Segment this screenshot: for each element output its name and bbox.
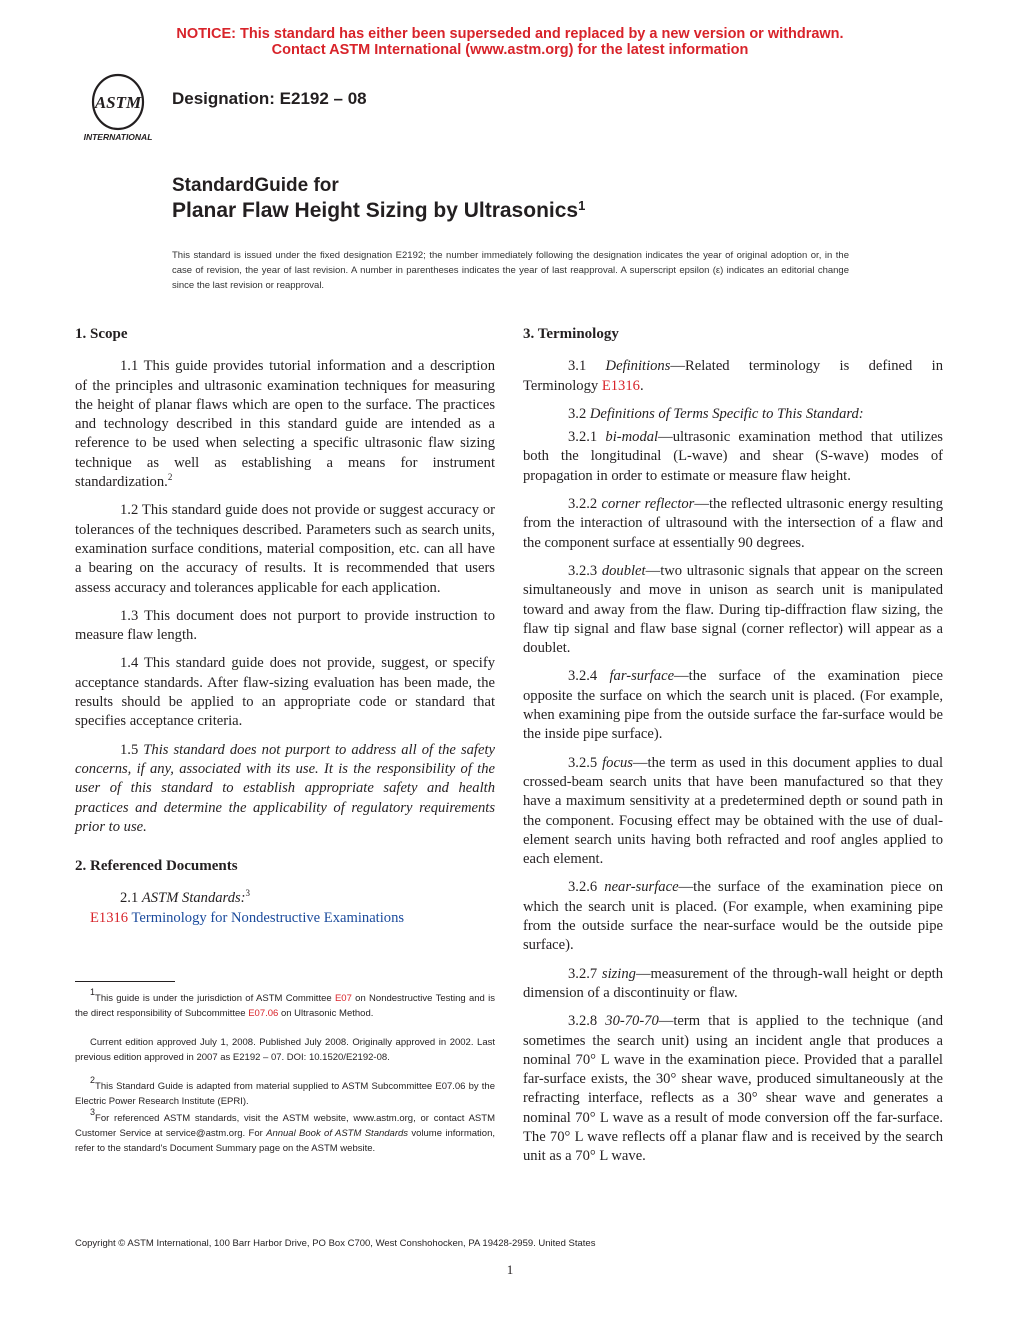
supersede-notice xyxy=(0,26,1020,58)
issue-note: This standard is issued under the fixed designation E2192; the number immediately following the designation indicates the year of original adoption or, in the case of revision, the year of last revision. A number in parentheses indicates the year of last reapproval. A superscript epsilon (ε) indicates an editorial change since the last revision or reapproval. xyxy=(172,250,849,291)
paragraph-1-5: 1.5 This standard does not purport to address all of the safety concerns, if any, associated with its use. It is the responsibility of the user of this standard to establish appropriate safety and health practices and determine the applicability of regulatory requirements prior to use. xyxy=(75,741,495,835)
title-line-1: StandardGuide for xyxy=(172,175,339,196)
left-column xyxy=(75,325,495,928)
page-number: 1 xyxy=(506,1262,514,1277)
footnote-3: $^3$For referenced ASTM standards, visit the ASTM website, www.astm.org, or contact ASTM Customer Service at service@astm.org. For Annual Book of ASTM Standards volume information, refer to the standard's Document Summary page on the ASTM website. xyxy=(75,1107,495,1154)
copyright: Copyright © ASTM International, 100 Barr Harbor Drive, PO Box C700, West Conshohocken, PA 19428-2959. United States xyxy=(75,1238,596,1249)
e1316-link[interactable]: E1316 xyxy=(601,377,640,394)
footnote-rule xyxy=(75,981,175,982)
logo-subtext: INTERNATIONAL xyxy=(83,132,153,142)
ref-title-link[interactable]: Terminology for Nondestructive Examinations xyxy=(131,909,405,926)
e07-06-link[interactable]: E07.06 xyxy=(248,1008,279,1019)
footnote-ref-2: 2 xyxy=(167,472,173,483)
paragraph-1-4: 1.4 This standard guide does not provide, suggest, or specify acceptance standards. After flaw-sizing evaluation has been made, the results should be applied to an appropriate code or standard that specifies acceptance criteria. xyxy=(75,655,495,730)
footnote-ref-3: 3 xyxy=(245,888,251,899)
scope-heading: 1. Scope xyxy=(75,326,128,342)
footnote-1: $^1$This guide is under the jurisdiction of ASTM Committee E07 on Nondestructive Testing and is the direct responsibility of Subcommittee E07.06 on Ultrasonic Method. xyxy=(75,987,495,1019)
paragraph-1-2: 1.2 This standard guide does not provide or suggest accuracy or tolerances of the techniques described. Parameters such as search units, examination surface conditions, material composition, etc. can all have a bearing on the accuracy of results. It is recommended that users assess accuracy and tolerances applicable for each application. xyxy=(75,502,495,596)
paragraph-1-1: 1.1 This guide provides tutorial information and a description of the principles and ultrasonic examination techniques for measuring the height of planar flaws which are open to the surface. The practices and technology described in this standard guide are intended as a reference to be used when selecting a specific ultrasonic flaw sizing technique as well as establishing a means for instrument standardization.$^2$ xyxy=(75,358,495,491)
paragraph-1-3: 1.3 This document does not purport to provide instruction to measure flaw length. xyxy=(75,607,495,644)
footnote-2: $^2$This Standard Guide is adapted from material supplied to ASTM Subcommittee E07.06 by the Electric Power Research Institute (EPRI). xyxy=(75,1075,495,1107)
referenced-standard[interactable] xyxy=(75,909,495,928)
definition: 3.2.3 doublet—two ultrasonic signals that appear on the screen simultaneously and move in unison as search unit is manipulated toward and away from the flaw. During tip-diffraction flaw sizing, the flaw tip signal and flaw base signal (corner reflector) will appear as a doublet. xyxy=(523,562,943,657)
definition: 3.2.5 focus—the term as used in this document applies to dual crossed-beam search units that have been manufactured so that they have a maximum sensitivity at a predetermined depth or sound path in the component. Focusing effect may be obtained with the use of dual-element search units having both refracted and roof angles applied to each element. xyxy=(523,754,943,868)
definition: 3.2.4 far-surface—the surface of the examination piece opposite the surface on which the search unit is placed. (For example, when examining pipe from the outside surface the far-surface would be the inside pipe surface). xyxy=(523,668,943,743)
paragraph-3-1: 3.1 Definitions—Related terminology is defined in Terminology E1316. xyxy=(523,358,943,394)
definition: 3.2.1 bi-modal—ultrasonic examination method that utilizes both the longitudinal (L-wave) and shear (S-wave) modes of propagation in order to estimate or measure flaw height. xyxy=(523,429,943,484)
title-line-2 xyxy=(172,199,585,223)
footnote-1-edition: Current edition approved July 1, 2008. Published July 2008. Originally approved in 2002. Last previous edition approved in 2007 as E2192 – 07. DOI: 10.1520/E2192-08. xyxy=(75,1037,495,1063)
definition: 3.2.6 near-surface—the surface of the examination piece on which the search unit is placed. (For example, when examining pipe from the outside surface the near-surface would be the outside pipe surface). xyxy=(523,879,943,954)
ref-code-link[interactable]: E1316 xyxy=(90,909,129,926)
title-footnote-mark: 1 xyxy=(578,198,586,213)
e07-link[interactable]: E07 xyxy=(334,993,352,1004)
logo-text: ASTM xyxy=(94,93,142,112)
right-column xyxy=(523,325,943,1176)
designation: Designation: E2192 – 08 xyxy=(172,89,367,108)
notice-line-2: Contact ASTM International (www.astm.org) for the latest information xyxy=(271,42,749,58)
definition: 3.2.8 30-70-70—term that is applied to the technique (and sometimes the search unit) using an incident angle that produces a nominal 70° L wave in the examination piece. Provided that a parallel far-surface exists, the 30° shear wave, produced simultaneously at the refracting interface, reflects as a 30° shear wave and generates a nominal 70° L wave as a result of mode conversion off the far-surface. The 70° L wave reflects off a planar flaw and is received by the search unit as a 70° L wave. xyxy=(523,1013,943,1165)
title-text: Planar Flaw Height Sizing by Ultrasonics xyxy=(172,199,579,222)
paragraph-2-1: 2.1 ASTM Standards:$^3$ xyxy=(120,888,251,907)
astm-logo xyxy=(74,72,162,144)
paragraph-3-2: 3.2 Definitions of Terms Specific to This Standard: xyxy=(568,405,864,422)
refdocs-heading: 2. Referenced Documents xyxy=(75,858,238,875)
terminology-heading: 3. Terminology xyxy=(523,326,619,342)
definition: 3.2.7 sizing—measurement of the through-wall height or depth dimension of a discontinuity or flaw. xyxy=(523,965,943,1001)
notice-line-1: NOTICE: This standard has either been superseded and replaced by a new version or withdrawn. xyxy=(176,26,844,42)
definition: 3.2.2 corner reflector—the reflected ultrasonic energy resulting from the interaction of ultrasound with the intersection of a flaw and the component surface at essentially 90 degrees. xyxy=(523,496,943,551)
